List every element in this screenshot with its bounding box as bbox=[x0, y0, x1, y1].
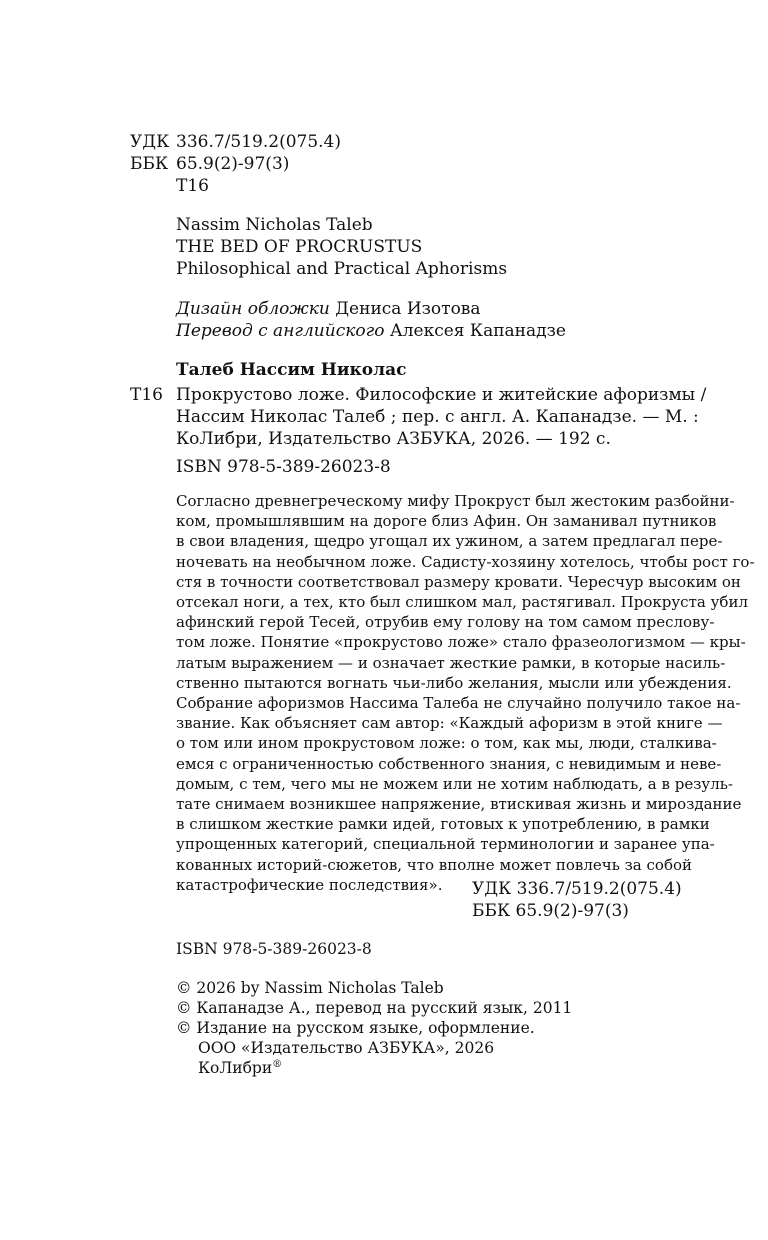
imprint: КоЛибри bbox=[198, 1059, 273, 1077]
isbn: ISBN 978-5-389-26023-8 bbox=[176, 940, 372, 958]
annotation-line: ночевать на необычном ложе. Садисту-хозяину хотелось, чтобы рост го- bbox=[176, 552, 755, 571]
catalog-mark: Т16 bbox=[130, 385, 163, 405]
annotation-line: Собрание афоризмов Нассима Талеба не случайно получило такое на- bbox=[176, 694, 741, 713]
annotation-line: о том или ином прокрустовом ложе: о том, как мы, люди, сталкива- bbox=[176, 734, 717, 753]
catalog-isbn: ISBN 978-5-389-26023-8 bbox=[176, 457, 391, 477]
author-mark: Т16 bbox=[176, 176, 209, 196]
original-title: THE BED OF PROCRUSTUS bbox=[176, 237, 423, 257]
catalog-line-1: Прокрустово ложе. Философские и житейские афоризмы / bbox=[176, 385, 707, 405]
bottom-bbk: ББК 65.9(2)-97(3) bbox=[472, 901, 629, 921]
annotation-line: афинский герой Тесей, отрубив ему голову на том самом преслову- bbox=[176, 613, 715, 632]
annotation-line: в свои владения, щедро угощал их ужином, а затем предлагал пере- bbox=[176, 532, 723, 551]
copyright-line-1: © 2026 by Nassim Nicholas Taleb bbox=[176, 979, 444, 997]
imprint-line bbox=[198, 1057, 282, 1079]
annotation-line: тате снимаем возникшее напряжение, втискивая жизнь и мироздание bbox=[176, 795, 742, 814]
original-author: Nassim Nicholas Taleb bbox=[176, 215, 373, 235]
bbk-label: ББК bbox=[130, 154, 169, 174]
annotation-line: Согласно древнегреческому мифу Прокруст был жестоким разбойни- bbox=[176, 492, 735, 510]
catalog-line-2: Нассим Николас Талеб ; пер. с англ. А. Капанадзе. — М. : bbox=[176, 407, 699, 427]
translation-credit bbox=[176, 320, 566, 342]
publisher-line: ООО «Издательство АЗБУКА», 2026 bbox=[198, 1039, 495, 1057]
udk-value: 336.7/519.2(075.4) bbox=[176, 132, 341, 152]
cover-credit bbox=[176, 298, 481, 320]
annotation-line: ственно пытаются вогнать чьи-либо желания, мысли или убеждения. bbox=[176, 673, 732, 692]
udk-label: УДК bbox=[130, 132, 170, 152]
cover-role: Дизайн обложки bbox=[176, 299, 330, 319]
annotation-line: звание. Как объясняет сам автор: «Каждый афоризм в этой книге — bbox=[176, 714, 723, 733]
annotation-line: латым выражением — и означает жесткие рамки, в которые насиль- bbox=[176, 653, 726, 672]
bbk-value: 65.9(2)-97(3) bbox=[176, 154, 290, 174]
annotation-line: ком, промышлявшим на дороге близ Афин. Он заманивал путников bbox=[176, 512, 717, 531]
annotation-line: отсекал ноги, а тех, кто был слишком мал, растягивал. Прокруста убил bbox=[176, 593, 748, 612]
catalog-line-3: КоЛибри, Издательство АЗБУКА, 2026. — 192 с. bbox=[176, 429, 611, 449]
annotation-line: упрощенных категорий, специальной терминологии и заранее упа- bbox=[176, 835, 715, 854]
translation-name: Алексея Капанадзе bbox=[389, 321, 566, 341]
cover-name: Дениса Изотова bbox=[335, 299, 481, 319]
annotation-line: стя в точности соответствовал размеру кровати. Чересчур высоким он bbox=[176, 572, 741, 591]
annotation-line: емся с ограниченностью собственного знания, с невидимым и неве- bbox=[176, 754, 722, 773]
registered-mark: ® bbox=[272, 1058, 283, 1070]
annotation-line: том ложе. Понятие «прокрустово ложе» стало фразеологизмом — кры- bbox=[176, 633, 746, 652]
annotation bbox=[176, 491, 755, 895]
annotation-line: домым, с тем, чего мы не можем или не хотим наблюдать, а в резуль- bbox=[176, 774, 733, 793]
catalog-heading: Талеб Нассим Николас bbox=[176, 360, 407, 380]
annotation-line: катастрофические последствия». bbox=[176, 875, 443, 894]
copyright-line-3: © Издание на русском языке, оформление. bbox=[176, 1019, 535, 1037]
annotation-line: в слишком жесткие рамки идей, готовых к употреблению, в рамки bbox=[176, 815, 710, 834]
bottom-udk: УДК 336.7/519.2(075.4) bbox=[472, 879, 682, 899]
translation-role: Перевод с английского bbox=[176, 321, 385, 341]
annotation-line: кованных историй-сюжетов, что вполне может повлечь за собой bbox=[176, 855, 693, 874]
original-subtitle: Philosophical and Practical Aphorisms bbox=[176, 259, 508, 279]
copyright-line-2: © Капанадзе А., перевод на русский язык, 2011 bbox=[176, 999, 573, 1017]
